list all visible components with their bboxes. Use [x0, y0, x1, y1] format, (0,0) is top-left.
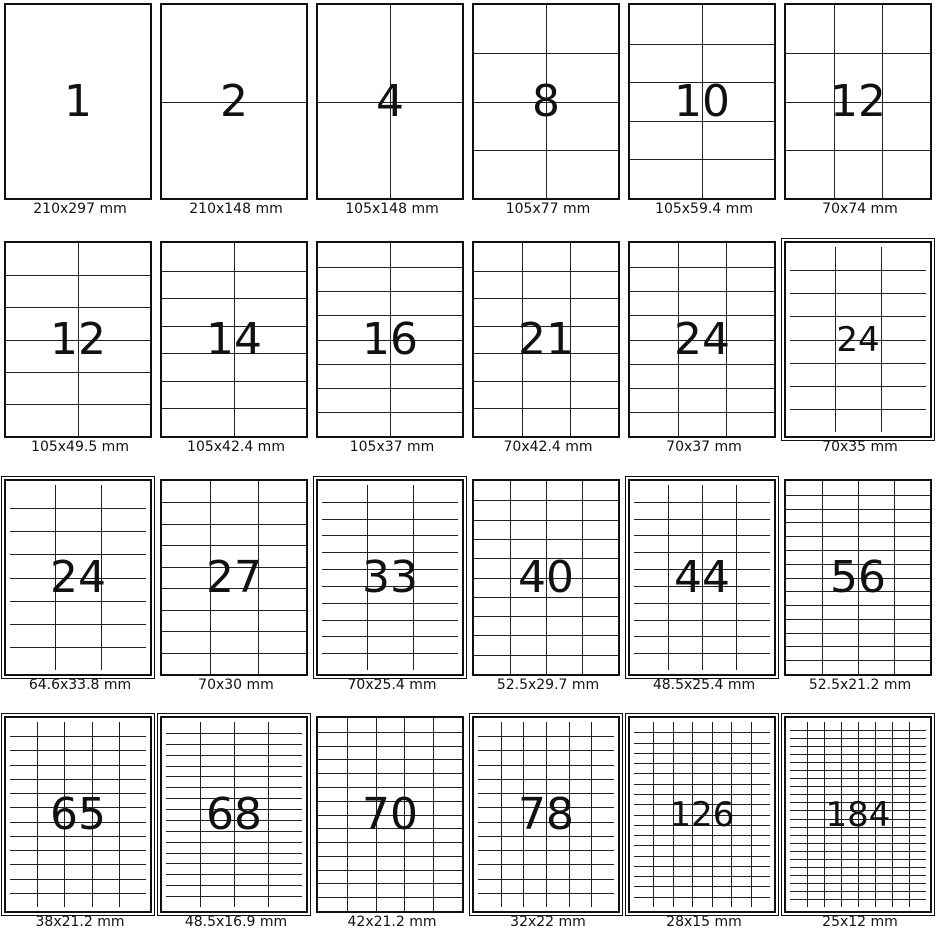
label-dimensions: 70x30 mm: [198, 677, 274, 693]
row-divider: [474, 520, 618, 521]
row-divider: [322, 636, 458, 637]
row-divider: [634, 519, 770, 520]
row-divider: [166, 744, 302, 745]
row-divider: [162, 545, 306, 546]
row-divider: [790, 730, 926, 731]
labels-per-sheet-count: 2: [220, 75, 248, 127]
row-divider: [790, 316, 926, 317]
row-divider: [162, 631, 306, 632]
labels-per-sheet-count: 68: [206, 788, 262, 840]
labels-per-sheet-count: 16: [362, 313, 418, 365]
row-divider: [790, 883, 926, 884]
row-divider: [318, 870, 462, 871]
row-divider: [786, 633, 930, 634]
row-divider: [162, 298, 306, 299]
sheet-diagram: [316, 3, 464, 200]
label-sheet-16: [470, 476, 626, 710]
row-divider: [322, 519, 458, 520]
row-divider: [166, 896, 302, 897]
row-divider: [322, 620, 458, 621]
labels-per-sheet-count: 1: [64, 75, 92, 127]
label-dimensions: 38x21.2 mm: [35, 914, 125, 930]
sheet-diagram: [628, 479, 776, 676]
row-divider: [790, 270, 926, 271]
row-divider: [634, 866, 770, 867]
label-dimensions: 52.5x29.7 mm: [496, 677, 600, 693]
row-divider: [790, 738, 926, 739]
label-sheet-9: [314, 238, 470, 472]
row-divider: [166, 863, 302, 864]
sheet-diagram: [472, 479, 620, 676]
row-divider: [162, 502, 306, 503]
sheet-diagram: [4, 479, 152, 676]
row-divider: [6, 372, 150, 373]
labels-per-sheet-count: 10: [674, 75, 730, 127]
row-divider: [166, 766, 302, 767]
row-divider: [790, 762, 926, 763]
row-divider: [786, 150, 930, 151]
row-divider: [322, 535, 458, 536]
label-sheet-14: [158, 476, 314, 710]
label-sheet-18: [782, 476, 938, 710]
row-divider: [162, 408, 306, 409]
labels-per-sheet-count: 21: [518, 313, 574, 365]
row-divider: [790, 778, 926, 779]
label-dimensions: 70x37 mm: [666, 439, 742, 455]
sheet-diagram: [628, 716, 776, 913]
sheet-diagram: [628, 241, 776, 438]
row-divider: [474, 655, 618, 656]
sheet-diagram: [160, 716, 308, 913]
label-dimensions: 42x21.2 mm: [347, 914, 437, 930]
row-divider: [162, 381, 306, 382]
row-divider: [634, 743, 770, 744]
row-divider: [634, 732, 770, 733]
label-sheet-12: [782, 238, 938, 472]
label-dimensions: 48.5x16.9 mm: [184, 914, 288, 930]
row-divider: [786, 522, 930, 523]
labels-per-sheet-count: 8: [532, 75, 560, 127]
label-sheet-11: [626, 238, 782, 472]
row-divider: [10, 624, 146, 625]
row-divider: [790, 754, 926, 755]
row-divider: [478, 765, 614, 766]
label-dimensions: 105x42.4 mm: [187, 439, 285, 455]
row-divider: [634, 753, 770, 754]
row-divider: [10, 779, 146, 780]
label-dimensions: 105x77 mm: [505, 201, 591, 217]
row-divider: [634, 835, 770, 836]
row-divider: [630, 44, 774, 45]
row-divider: [318, 388, 462, 389]
row-divider: [634, 535, 770, 536]
labels-per-sheet-count: 65: [50, 788, 106, 840]
sheet-diagram: [160, 241, 308, 438]
row-divider: [10, 893, 146, 894]
row-divider: [166, 853, 302, 854]
row-divider: [6, 404, 150, 405]
labels-per-sheet-count: 44: [674, 551, 730, 603]
label-dimensions: 105x148 mm: [345, 201, 439, 217]
row-divider: [478, 864, 614, 865]
row-divider: [790, 867, 926, 868]
label-dimensions: 32x22 mm: [510, 914, 586, 930]
labels-per-sheet-count: 78: [518, 788, 574, 840]
sheet-diagram: [160, 479, 308, 676]
row-divider: [786, 509, 930, 510]
sheet-diagram: [4, 3, 152, 200]
sheet-diagram: [784, 716, 932, 913]
row-divider: [318, 746, 462, 747]
label-sheet-10: [470, 238, 626, 472]
row-divider: [474, 539, 618, 540]
row-divider: [786, 646, 930, 647]
row-divider: [322, 603, 458, 604]
sheet-diagram: [160, 3, 308, 200]
sheet-diagram: [316, 716, 464, 913]
label-dimensions: 28x15 mm: [666, 914, 742, 930]
row-divider: [790, 859, 926, 860]
sheet-diagram: [784, 479, 932, 676]
row-divider: [478, 750, 614, 751]
row-divider: [634, 773, 770, 774]
label-sheet-21: [314, 713, 470, 947]
labels-per-sheet-count: 12: [830, 75, 886, 127]
row-divider: [166, 733, 302, 734]
row-divider: [10, 750, 146, 751]
row-divider: [10, 879, 146, 880]
row-divider: [10, 850, 146, 851]
row-divider: [166, 755, 302, 756]
row-divider: [786, 495, 930, 496]
row-divider: [10, 765, 146, 766]
row-divider: [790, 409, 926, 410]
row-divider: [478, 779, 614, 780]
row-divider: [474, 616, 618, 617]
row-divider: [318, 291, 462, 292]
row-divider: [166, 885, 302, 886]
row-divider: [478, 879, 614, 880]
row-divider: [162, 610, 306, 611]
row-divider: [10, 531, 146, 532]
row-divider: [318, 759, 462, 760]
row-divider: [790, 899, 926, 900]
row-divider: [634, 603, 770, 604]
row-divider: [634, 784, 770, 785]
row-divider: [790, 875, 926, 876]
row-divider: [474, 298, 618, 299]
label-dimensions: 70x74 mm: [822, 201, 898, 217]
label-sheet-7: [2, 238, 158, 472]
row-divider: [630, 267, 774, 268]
labels-per-sheet-count: 27: [206, 551, 262, 603]
labels-per-sheet-count: 14: [206, 313, 262, 365]
sheet-diagram: [784, 3, 932, 200]
row-divider: [474, 53, 618, 54]
row-divider: [634, 502, 770, 503]
row-divider: [474, 271, 618, 272]
label-dimensions: 70x42.4 mm: [503, 439, 593, 455]
label-dimensions: 105x59.4 mm: [655, 201, 753, 217]
label-sheet-4: [470, 0, 626, 234]
row-divider: [634, 636, 770, 637]
row-divider: [790, 891, 926, 892]
label-dimensions: 25x12 mm: [822, 914, 898, 930]
row-divider: [474, 500, 618, 501]
row-divider: [790, 746, 926, 747]
label-sheet-24: [782, 713, 938, 947]
label-dimensions: 105x49.5 mm: [31, 439, 129, 455]
row-divider: [790, 835, 926, 836]
row-divider: [634, 897, 770, 898]
sheet-diagram: [4, 241, 152, 438]
row-divider: [634, 876, 770, 877]
row-divider: [166, 874, 302, 875]
labels-per-sheet-count: 24: [674, 313, 730, 365]
row-divider: [478, 736, 614, 737]
label-sheet-23: [626, 713, 782, 947]
row-divider: [474, 381, 618, 382]
label-dimensions: 105x37 mm: [349, 439, 435, 455]
row-divider: [630, 291, 774, 292]
sheet-diagram: [316, 479, 464, 676]
row-divider: [318, 897, 462, 898]
row-divider: [634, 886, 770, 887]
labels-per-sheet-count: 40: [518, 551, 574, 603]
row-divider: [10, 736, 146, 737]
label-dimensions: 48.5x25.4 mm: [652, 677, 756, 693]
row-divider: [318, 883, 462, 884]
row-divider: [478, 893, 614, 894]
sheet-diagram: [472, 716, 620, 913]
label-sheet-19: [2, 713, 158, 947]
row-divider: [318, 267, 462, 268]
row-divider: [790, 786, 926, 787]
labels-per-sheet-count: 70: [362, 788, 418, 840]
labels-per-sheet-count: 24: [836, 319, 880, 360]
label-dimensions: 70x25.4 mm: [347, 677, 437, 693]
row-divider: [634, 845, 770, 846]
labels-per-sheet-count: 4: [376, 75, 404, 127]
row-divider: [786, 536, 930, 537]
label-sheet-13: [2, 476, 158, 710]
label-dimensions: 52.5x21.2 mm: [808, 677, 912, 693]
labels-per-sheet-count: 184: [825, 794, 891, 835]
row-divider: [634, 653, 770, 654]
row-divider: [322, 502, 458, 503]
label-sheet-3: [314, 0, 470, 234]
labels-per-sheet-count: 56: [830, 551, 886, 603]
row-divider: [634, 763, 770, 764]
row-divider: [790, 386, 926, 387]
label-dimensions: 210x297 mm: [33, 201, 127, 217]
row-divider: [786, 660, 930, 661]
labels-per-sheet-count: 33: [362, 551, 418, 603]
row-divider: [474, 408, 618, 409]
row-divider: [6, 275, 150, 276]
row-divider: [790, 843, 926, 844]
label-sheet-15: [314, 476, 470, 710]
row-divider: [6, 307, 150, 308]
sheet-diagram: [472, 3, 620, 200]
label-sheet-1: [2, 0, 158, 234]
row-divider: [162, 271, 306, 272]
row-divider: [318, 773, 462, 774]
row-divider: [790, 363, 926, 364]
sheet-diagram: [784, 241, 932, 438]
row-divider: [318, 412, 462, 413]
row-divider: [790, 851, 926, 852]
sheet-diagram: [628, 3, 776, 200]
row-divider: [790, 770, 926, 771]
row-divider: [322, 653, 458, 654]
row-divider: [634, 856, 770, 857]
row-divider: [786, 53, 930, 54]
row-divider: [478, 850, 614, 851]
label-sheet-20: [158, 713, 314, 947]
row-divider: [162, 653, 306, 654]
labels-per-sheet-count: 126: [669, 794, 735, 835]
sheet-diagram: [316, 241, 464, 438]
row-divider: [318, 842, 462, 843]
labels-per-sheet-count: 24: [50, 551, 106, 603]
row-divider: [786, 619, 930, 620]
sheet-diagram: [472, 241, 620, 438]
row-divider: [630, 159, 774, 160]
labels-per-sheet-count: 12: [50, 313, 106, 365]
row-divider: [790, 293, 926, 294]
row-divider: [634, 620, 770, 621]
row-divider: [10, 864, 146, 865]
label-sheet-8: [158, 238, 314, 472]
label-sheet-17: [626, 476, 782, 710]
row-divider: [318, 732, 462, 733]
label-dimensions: 70x35 mm: [822, 439, 898, 455]
row-divider: [10, 508, 146, 509]
sheet-diagram: [4, 716, 152, 913]
row-divider: [166, 842, 302, 843]
row-divider: [474, 150, 618, 151]
row-divider: [318, 856, 462, 857]
label-sheet-6: [782, 0, 938, 234]
label-sheet-5: [626, 0, 782, 234]
row-divider: [630, 388, 774, 389]
row-divider: [10, 647, 146, 648]
label-dimensions: 64.6x33.8 mm: [28, 677, 132, 693]
row-divider: [162, 524, 306, 525]
label-sheet-2: [158, 0, 314, 234]
row-divider: [630, 412, 774, 413]
row-divider: [786, 605, 930, 606]
label-sheet-22: [470, 713, 626, 947]
row-divider: [474, 635, 618, 636]
label-dimensions: 210x148 mm: [189, 201, 283, 217]
row-divider: [166, 776, 302, 777]
